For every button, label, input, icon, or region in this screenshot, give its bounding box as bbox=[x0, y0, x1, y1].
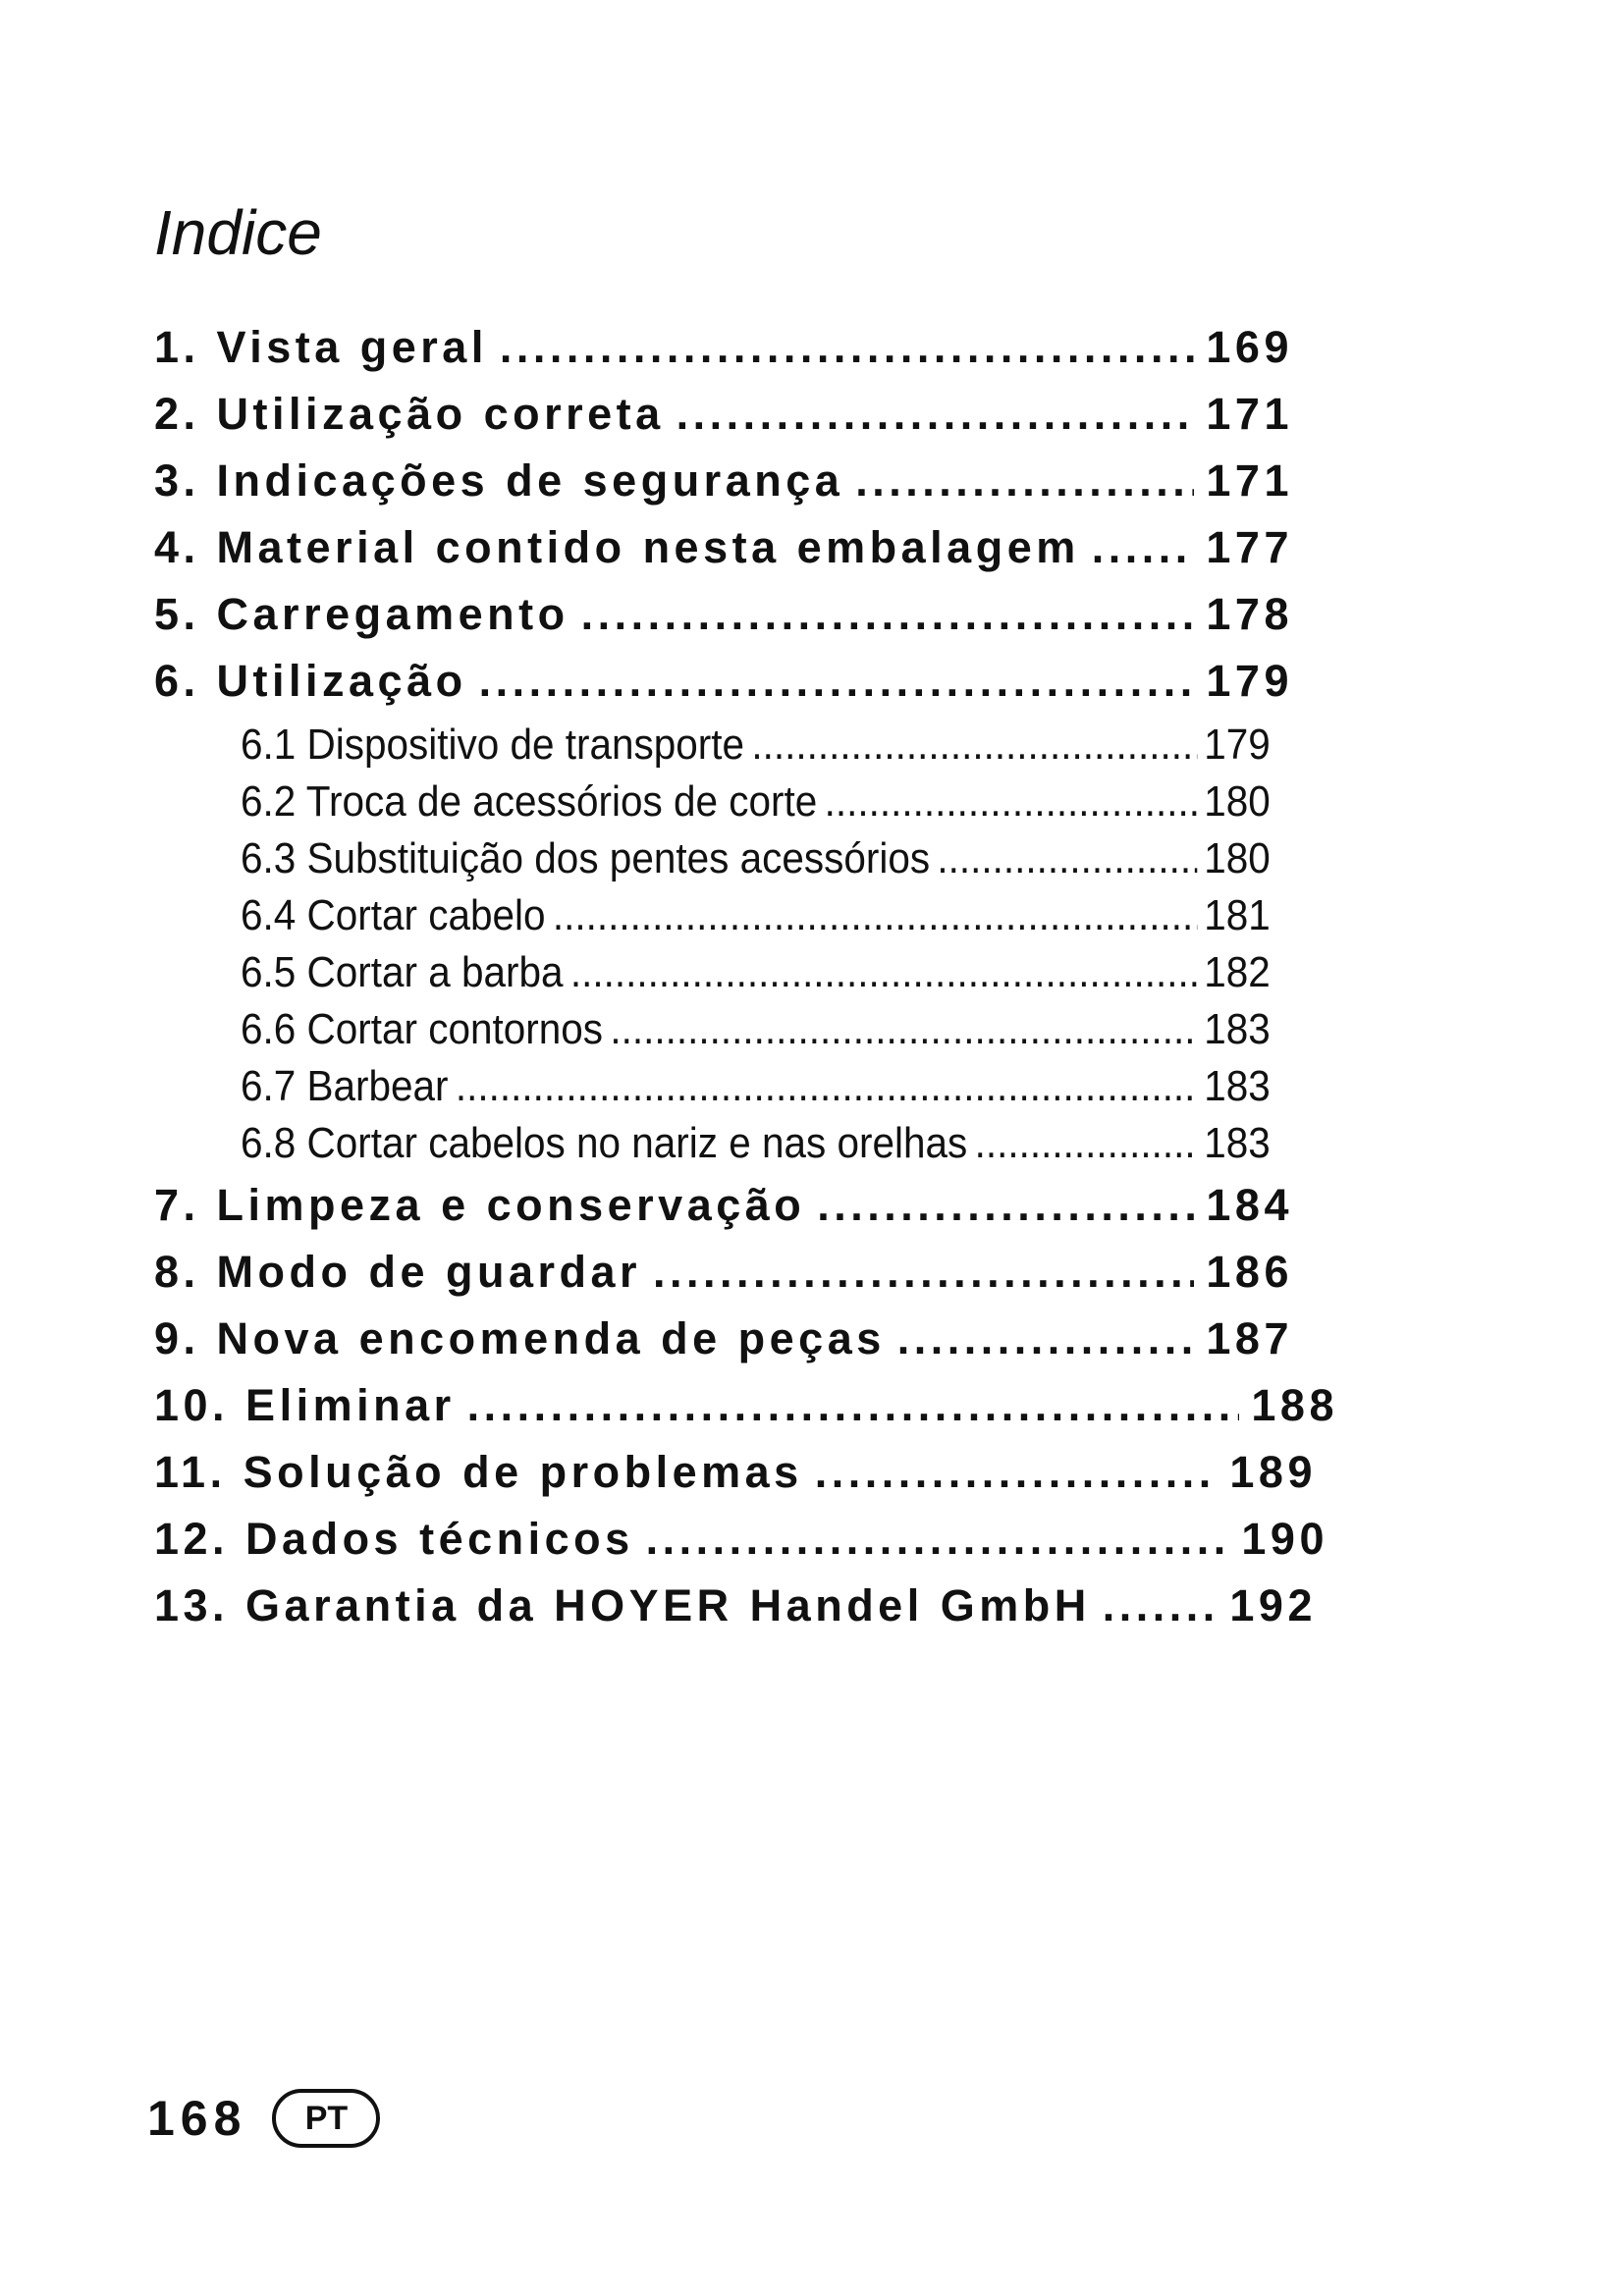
toc-subentry-6-3[interactable] bbox=[241, 830, 1271, 887]
toc-entry-page: 171 bbox=[1206, 455, 1293, 506]
toc-entry-label: 6. Utilização bbox=[154, 656, 467, 706]
toc-entry-page: 169 bbox=[1206, 322, 1293, 372]
page-footer bbox=[147, 2089, 380, 2148]
dot-leader bbox=[975, 1115, 1197, 1172]
toc-entry-label: 6.8 Cortar cabelos no nariz e nas orelhas bbox=[241, 1119, 968, 1167]
toc-subentry-6-2[interactable] bbox=[241, 774, 1271, 830]
toc-entry-page: 188 bbox=[1251, 1380, 1338, 1430]
toc-subentry-6-6[interactable] bbox=[241, 1001, 1271, 1058]
toc-entry-page: 177 bbox=[1206, 522, 1293, 572]
toc-entry-page: 192 bbox=[1229, 1580, 1317, 1630]
toc-entry-label: 8. Modo de guardar bbox=[154, 1247, 642, 1297]
dot-leader bbox=[825, 774, 1197, 830]
toc-entry-5[interactable] bbox=[154, 581, 1293, 648]
dot-leader bbox=[500, 314, 1195, 381]
toc-entry-label: 2. Utilização correta bbox=[154, 389, 665, 439]
toc-entry-label: 13. Garantia da HOYER Handel GmbH bbox=[154, 1580, 1091, 1630]
table-of-contents bbox=[154, 314, 1360, 1639]
toc-subentry-6-8[interactable] bbox=[241, 1115, 1271, 1172]
dot-leader bbox=[456, 1058, 1197, 1115]
toc-entry-page: 180 bbox=[1204, 777, 1271, 826]
toc-entry-3[interactable] bbox=[154, 448, 1293, 514]
dot-leader bbox=[653, 1239, 1194, 1306]
toc-entry-label: 6.5 Cortar a barba bbox=[241, 948, 564, 996]
dot-leader bbox=[467, 1372, 1240, 1439]
toc-entry-page: 189 bbox=[1229, 1447, 1317, 1497]
toc-entry-page: 190 bbox=[1241, 1514, 1328, 1564]
toc-entry-label: 4. Material contido nesta embalagem bbox=[154, 522, 1080, 572]
toc-entry-label: 6.6 Cortar contornos bbox=[241, 1005, 604, 1053]
dot-leader bbox=[751, 717, 1197, 774]
toc-entry-1[interactable] bbox=[154, 314, 1293, 381]
toc-entry-page: 186 bbox=[1206, 1247, 1293, 1297]
dot-leader bbox=[479, 648, 1195, 715]
toc-entry-page: 184 bbox=[1206, 1180, 1293, 1230]
toc-entry-page: 171 bbox=[1206, 389, 1293, 439]
toc-entry-label: 6.2 Troca de acessórios de corte bbox=[241, 777, 818, 826]
toc-entry-4[interactable] bbox=[154, 514, 1293, 581]
toc-entry-page: 181 bbox=[1204, 891, 1271, 939]
toc-entry-2[interactable] bbox=[154, 381, 1293, 448]
toc-entry-label: 7. Limpeza e conservação bbox=[154, 1180, 806, 1230]
toc-entry-11[interactable] bbox=[154, 1439, 1317, 1506]
dot-leader bbox=[553, 887, 1197, 944]
toc-subentry-6-5[interactable] bbox=[241, 944, 1271, 1001]
toc-entry-label: 5. Carregamento bbox=[154, 589, 569, 639]
toc-entry-page: 179 bbox=[1206, 656, 1293, 706]
toc-entry-label: 6.4 Cortar cabelo bbox=[241, 891, 546, 939]
toc-entry-page: 180 bbox=[1204, 834, 1271, 882]
dot-leader bbox=[855, 448, 1194, 514]
toc-subentry-6-1[interactable] bbox=[241, 717, 1271, 774]
dot-leader bbox=[937, 830, 1196, 887]
toc-entry-page: 183 bbox=[1204, 1005, 1271, 1053]
language-badge: PT bbox=[272, 2089, 380, 2148]
dot-leader bbox=[1103, 1573, 1218, 1639]
dot-leader bbox=[646, 1506, 1230, 1573]
toc-subentry-6-7[interactable] bbox=[241, 1058, 1271, 1115]
toc-entry-label: 6.3 Substituição dos pentes acessórios bbox=[241, 834, 931, 882]
toc-entry-label: 6.1 Dispositivo de transporte bbox=[241, 721, 745, 769]
dot-leader bbox=[1092, 514, 1195, 581]
toc-entry-12[interactable] bbox=[154, 1506, 1328, 1573]
dot-leader bbox=[610, 1001, 1197, 1058]
toc-entry-9[interactable] bbox=[154, 1306, 1293, 1372]
dot-leader bbox=[897, 1306, 1195, 1372]
toc-entry-page: 179 bbox=[1204, 721, 1271, 769]
toc-entry-8[interactable] bbox=[154, 1239, 1293, 1306]
page-number: 168 bbox=[147, 2091, 247, 2146]
dot-leader bbox=[817, 1172, 1194, 1239]
toc-entry-label: 1. Vista geral bbox=[154, 322, 488, 372]
toc-entry-label: 3. Indicações de segurança bbox=[154, 455, 844, 506]
dot-leader bbox=[815, 1439, 1218, 1506]
toc-entry-page: 178 bbox=[1206, 589, 1293, 639]
toc-entry-page: 183 bbox=[1204, 1062, 1271, 1110]
toc-subentry-6-4[interactable] bbox=[241, 887, 1271, 944]
toc-entry-7[interactable] bbox=[154, 1172, 1293, 1239]
page-title: Indice bbox=[154, 197, 322, 268]
toc-entry-label: 12. Dados técnicos bbox=[154, 1514, 634, 1564]
dot-leader bbox=[581, 581, 1195, 648]
dot-leader bbox=[677, 381, 1195, 448]
toc-entry-label: 6.7 Barbear bbox=[241, 1062, 449, 1110]
toc-entry-6[interactable] bbox=[154, 648, 1293, 715]
dot-leader bbox=[570, 944, 1197, 1001]
toc-entry-label: 11. Solução de problemas bbox=[154, 1447, 803, 1497]
toc-entry-label: 9. Nova encomenda de peças bbox=[154, 1313, 886, 1363]
toc-entry-13[interactable] bbox=[154, 1573, 1317, 1639]
toc-entry-10[interactable] bbox=[154, 1372, 1338, 1439]
toc-entry-page: 182 bbox=[1204, 948, 1271, 996]
toc-entry-page: 183 bbox=[1204, 1119, 1271, 1167]
toc-entry-label: 10. Eliminar bbox=[154, 1380, 456, 1430]
toc-entry-page: 187 bbox=[1206, 1313, 1293, 1363]
